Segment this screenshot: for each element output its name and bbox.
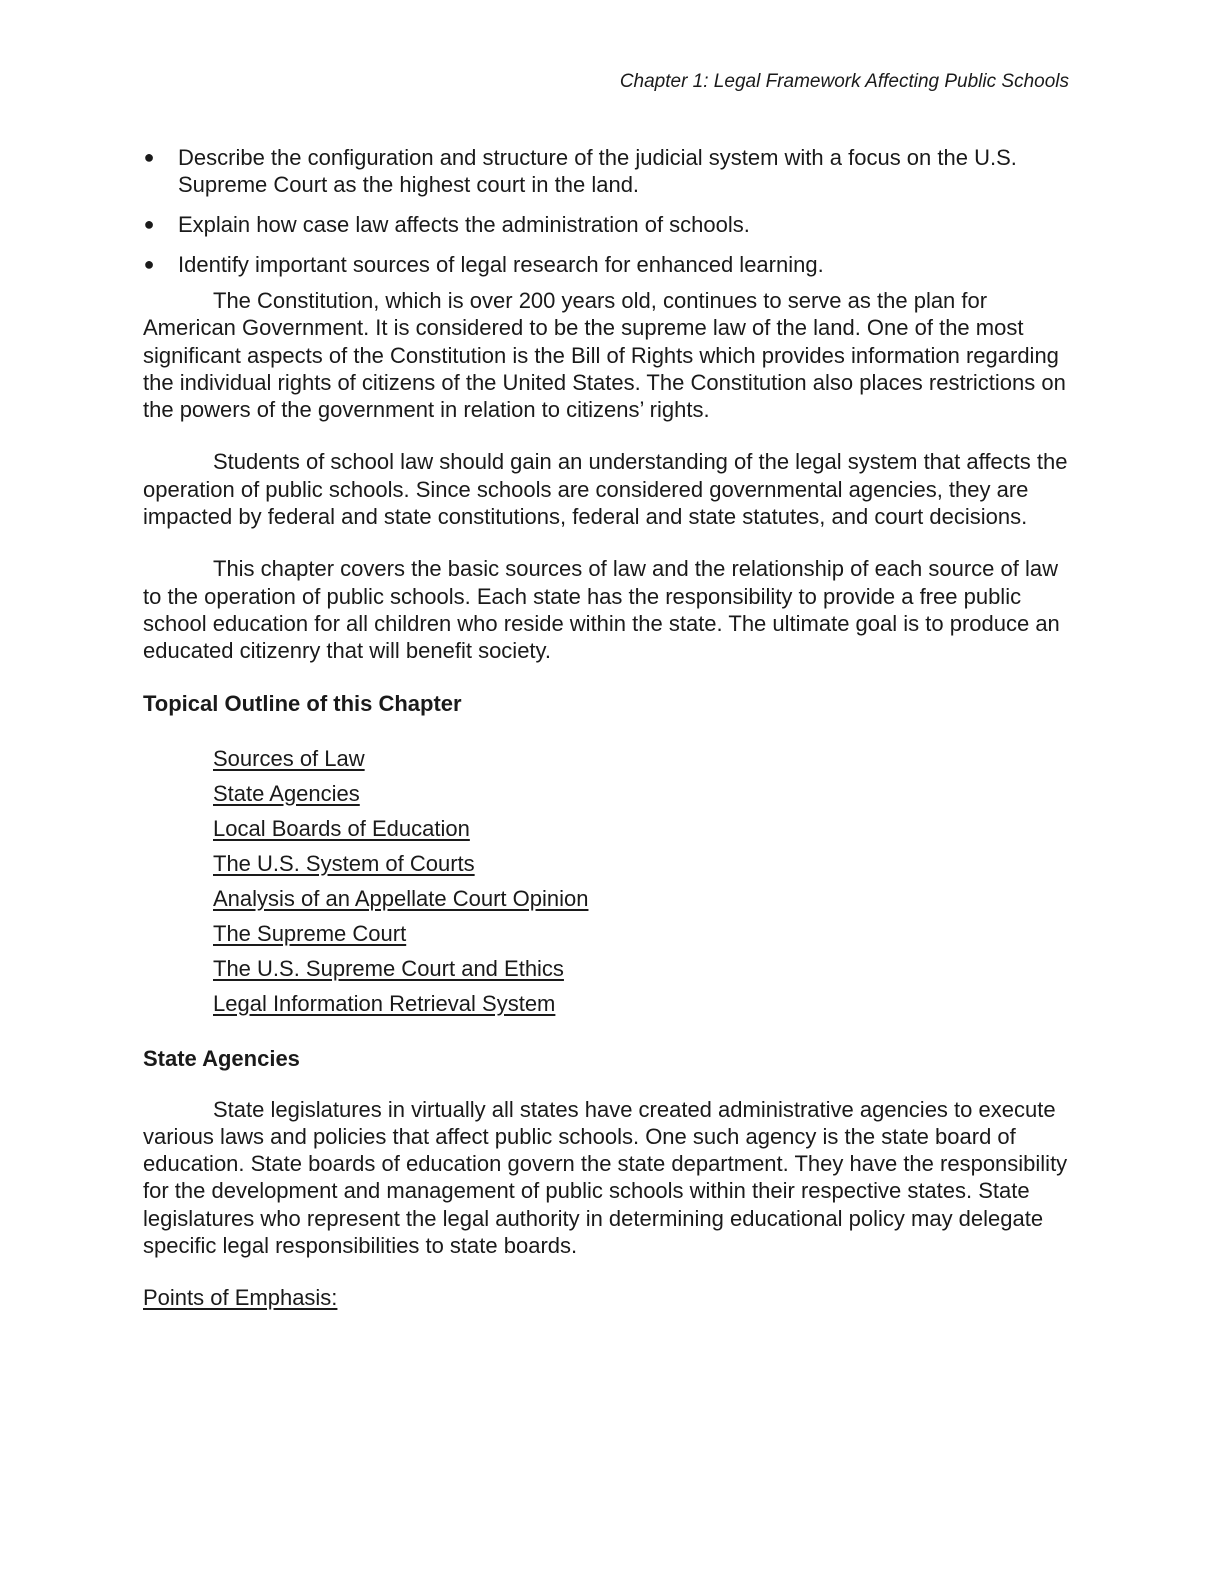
bullet-icon: ●	[143, 147, 155, 167]
page-content	[143, 144, 1073, 1311]
state-agencies-paragraph: State legislatures in virtually all states have created administrative agencies to execute various laws and policies that affect public schools. One such agency is the state board of education. State boards of education govern the state department. They have the responsibility for the development and management of public schools within their respective states. State legislatures who represent the legal authority in determining educational policy may delegate specific legal responsibilities to state boards.	[143, 1096, 1068, 1259]
list-item	[213, 916, 1073, 951]
chapter-overview-paragraph: This chapter covers the basic sources of law and the relationship of each source of law to the operation of public schools. Each state has the responsibility to provide a free public school education for all children who reside within the state. The ultimate goal is to produce an educated citizenry that will benefit society.	[143, 556, 1060, 664]
points-of-emphasis-label: Points of Emphasis:	[143, 1285, 338, 1311]
outline-heading: Topical Outline of this Chapter	[143, 690, 462, 716]
list-item	[213, 986, 1073, 1021]
objective-text: Explain how case law affects the administration of schools.	[178, 212, 750, 237]
list-item	[213, 776, 1073, 811]
running-header: Chapter 1: Legal Framework Affecting Public Schools	[619, 71, 1069, 92]
outline-link-legal-info-retrieval[interactable]: Legal Information Retrieval System	[213, 990, 556, 1016]
objective-text: Identify important sources of legal research for enhanced learning.	[178, 252, 824, 277]
outline-link-sources-of-law[interactable]: Sources of Law	[213, 745, 365, 771]
outline-link-local-boards[interactable]: Local Boards of Education	[213, 815, 470, 841]
list-item	[143, 144, 1073, 198]
list-item	[213, 846, 1073, 881]
list-item	[213, 741, 1073, 776]
list-item	[213, 881, 1073, 916]
outline-link-system-of-courts[interactable]: The U.S. System of Courts	[213, 850, 475, 876]
constitution-paragraph: The Constitution, which is over 200 years old, continues to serve as the plan for American Government. It is considered to be the supreme law of the land. One of the most significant aspects of the Constitution is the Bill of Rights which provides information regarding the individual rights of citizens of the United States. The Constitution also places restrictions on the powers of the government in relation to citizens’ rights.	[143, 288, 1066, 423]
topical-outline	[213, 741, 1073, 1021]
outline-link-state-agencies[interactable]: State Agencies	[213, 780, 360, 806]
state-agencies-heading: State Agencies	[143, 1045, 300, 1071]
list-item	[143, 251, 1073, 278]
list-item	[213, 811, 1073, 846]
objective-text: Describe the configuration and structure of the judicial system with a focus on the U.S. Supreme Court as the highest court in the land.	[178, 145, 1017, 197]
objectives-list	[143, 144, 1073, 278]
list-item	[213, 951, 1073, 986]
outline-link-appellate-opinion[interactable]: Analysis of an Appellate Court Opinion	[213, 885, 589, 911]
outline-link-supreme-court[interactable]: The Supreme Court	[213, 920, 407, 946]
list-item	[143, 211, 1073, 238]
bullet-icon: ●	[143, 214, 155, 234]
students-paragraph: Students of school law should gain an understanding of the legal system that affects the operation of public schools. Since schools are considered governmental agencies, they are impacted by federal and state constitutions, federal and state statutes, and court decisions.	[143, 449, 1068, 530]
outline-link-supreme-court-ethics[interactable]: The U.S. Supreme Court and Ethics	[213, 955, 564, 981]
bullet-icon: ●	[143, 254, 155, 274]
